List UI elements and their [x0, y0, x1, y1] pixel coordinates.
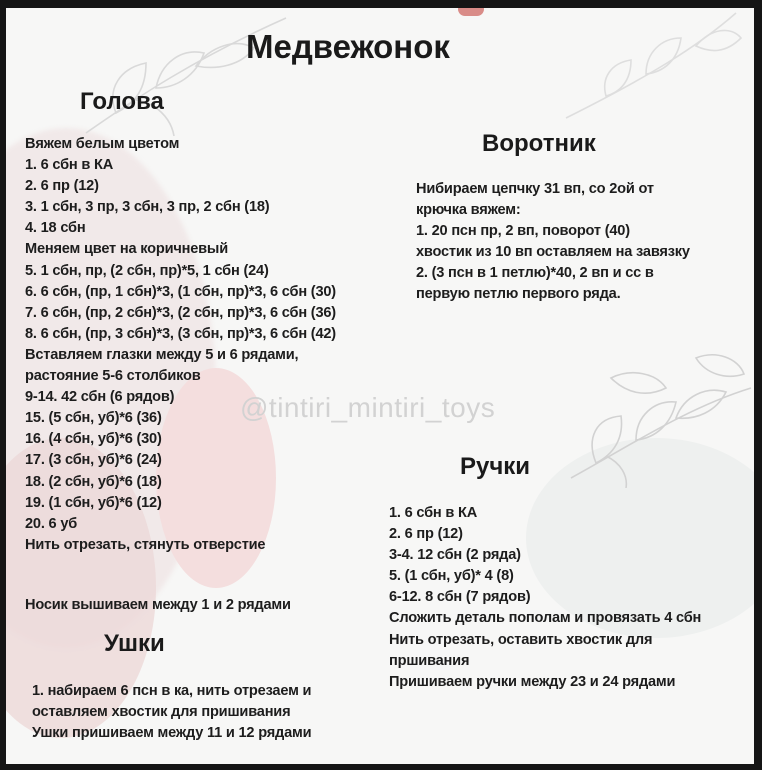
head-line: Меняем цвет на коричневый — [25, 241, 228, 258]
head-line: 4. 18 сбн — [25, 220, 86, 237]
arms-instructions — [389, 503, 701, 693]
ears-line: 1. набираем 6 псн в ка, нить отрезаем и — [32, 683, 312, 699]
head-line: 9-14. 42 сбн (6 рядов) — [25, 389, 175, 406]
arms-line: 2. 6 пр (12) — [389, 526, 463, 543]
collar-instructions — [416, 179, 690, 306]
head-line: 5. 1 сбн, пр, (2 сбн, пр)*5, 1 сбн (24) — [25, 262, 269, 279]
head-line: растояние 5-6 столбиков — [25, 368, 201, 385]
arms-line: Сложить деталь пополам и провязать 4 сбн — [389, 610, 702, 627]
head-line: 15. (5 сбн, уб)*6 (36) — [25, 410, 162, 427]
head-line: 7. 6 сбн, (пр, 2 сбн)*3, (2 сбн, пр)*3, 6 сбн (36) — [25, 304, 336, 321]
ears-line: оставляем хвостик для пришивания — [32, 704, 291, 721]
head-line: 3. 1 сбн, 3 пр, 3 сбн, 3 пр, 2 сбн (18) — [25, 199, 270, 216]
head-line: 19. (1 сбн, уб)*6 (12) — [25, 494, 162, 511]
ears-line: Ушки пришиваем между 11 и 12 рядами — [32, 725, 312, 742]
collar-line: 1. 20 псн пр, 2 вп, поворот (40) — [416, 223, 630, 240]
arms-line: Нить отрезать, оставить хвостик для — [389, 631, 653, 648]
watermark: @tintiri_mintiri_toys — [240, 392, 496, 423]
head-instructions — [25, 134, 336, 556]
arms-section-title: Ручки — [460, 453, 531, 480]
head-section-title: Голова — [80, 88, 164, 115]
leaf-branch-icon — [546, 8, 746, 128]
head-line: 1. 6 сбн в КА — [25, 157, 114, 174]
page-badge — [458, 8, 484, 16]
head-line: 16. (4 сбн, уб)*6 (30) — [25, 431, 162, 448]
pattern-card — [6, 8, 754, 764]
nose-line: Носик вышиваем между 1 и 2 рядами — [25, 597, 291, 613]
arms-line: пршивания — [389, 652, 470, 669]
ears-section-title: Ушки — [104, 630, 165, 657]
arms-line: 5. (1 сбн, уб)* 4 (8) — [389, 568, 514, 585]
head-line: 8. 6 сбн, (пр, 3 сбн)*3, (3 сбн, пр)*3, 6 сбн (42) — [25, 325, 336, 342]
head-line: 17. (3 сбн, уб)*6 (24) — [25, 452, 162, 469]
arms-line: 6-12. 8 сбн (7 рядов) — [389, 589, 531, 606]
collar-line: первую петлю первого ряда. — [416, 286, 621, 303]
collar-line: Нибираем цепчку 31 вп, со 2ой от — [416, 181, 654, 197]
collar-line: крючка вяжем: — [416, 202, 521, 219]
head-line: Нить отрезать, стянуть отверстие — [25, 536, 266, 553]
arms-line: 1. 6 сбн в КА — [389, 505, 478, 521]
head-line: 6. 6 сбн, (пр, 1 сбн)*3, (1 сбн, пр)*3, 6 сбн (30) — [25, 283, 336, 300]
head-line: 2. 6 пр (12) — [25, 178, 99, 195]
page-title: Медвежонок — [246, 28, 450, 65]
collar-line: 2. (3 псн в 1 петлю)*40, 2 вп и сс в — [416, 265, 654, 282]
head-line: Вставляем глазки между 5 и 6 рядами, — [25, 346, 299, 363]
head-line: 20. 6 уб — [25, 515, 78, 532]
nose-instruction — [25, 595, 291, 616]
head-line: Вяжем белым цветом — [25, 136, 180, 152]
leaf-branch-icon — [566, 338, 754, 488]
collar-section-title: Воротник — [482, 130, 596, 157]
arms-line: Пришиваем ручки между 23 и 24 рядами — [389, 673, 676, 690]
arms-line: 3-4. 12 сбн (2 ряда) — [389, 547, 521, 564]
ears-instructions — [32, 681, 311, 744]
head-line: 18. (2 сбн, уб)*6 (18) — [25, 473, 162, 490]
collar-line: хвостик из 10 вп оставляем на завязку — [416, 244, 690, 261]
